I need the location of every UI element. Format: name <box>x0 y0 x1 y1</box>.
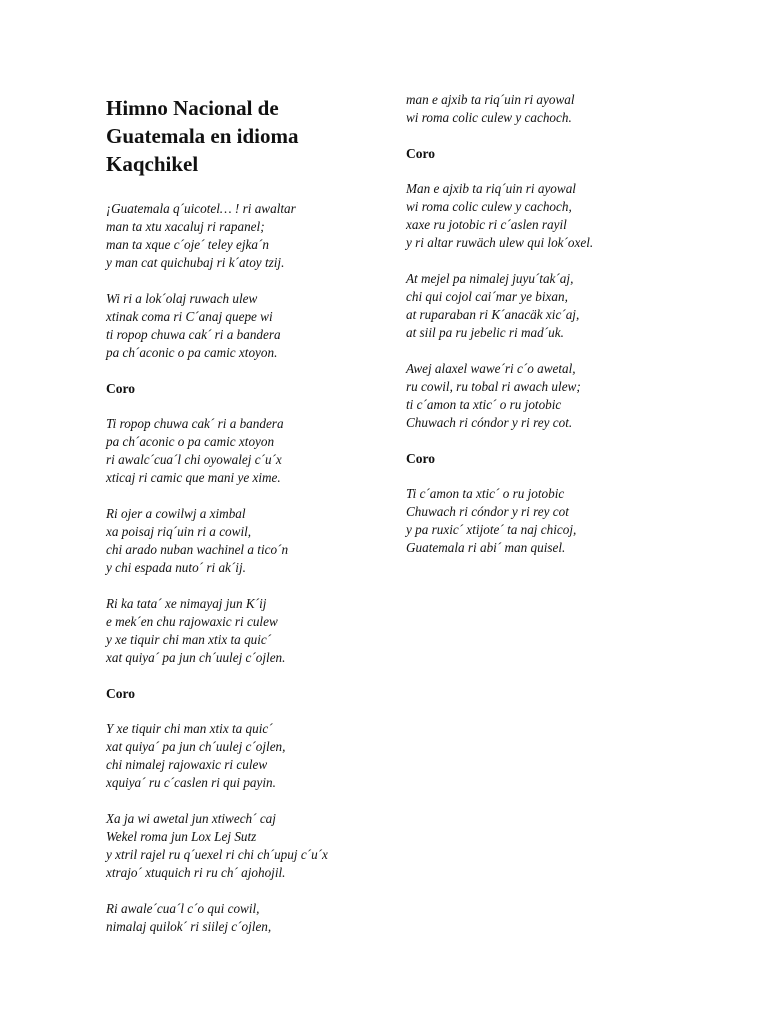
right-column <box>406 91 736 575</box>
verse-line: xtinak coma ri C´anaj quepe wi <box>106 309 273 324</box>
verse-line: ru cowil, ru tobal ri awach ulew; <box>406 379 581 394</box>
verse-line: Wekel roma jun Lox Lej Sutz <box>106 829 257 844</box>
verse-line: pa ch´aconic o pa camic xtoyon <box>106 434 275 449</box>
stanza <box>106 900 386 936</box>
verse-line: Man e ajxib ta riq´uin ri ayowal <box>406 181 576 196</box>
verse-line: Chuwach ri cóndor y ri rey cot. <box>406 415 573 430</box>
verse-line: Ri ka tata´ xe nimayaj jun K´ij <box>106 596 267 611</box>
left-column <box>106 94 386 954</box>
verse-line: Guatemala ri abi´ man quisel. <box>406 540 566 555</box>
stanza <box>106 505 386 577</box>
verse-line: man e ajxib ta riq´uin ri ayowal <box>406 92 575 107</box>
verse-line: pa ch´aconic o pa camic xtoyon. <box>106 345 278 360</box>
verse-line: y ri altar ruwäch ulew qui lok´oxel. <box>406 235 594 250</box>
verse-line: y xtril rajel ru q´uexel ri chi ch´upuj c´u´x <box>106 847 328 862</box>
verse-line: Xa ja wi awetal jun xtiwech´ caj <box>106 811 276 826</box>
verse-line: xat quiya´ pa jun ch´uulej c´ojlen. <box>106 650 286 665</box>
verse-line: xaxe ru jotobic ri c´aslen rayil <box>406 217 567 232</box>
verse-line: Chuwach ri cóndor y ri rey cot <box>406 504 569 519</box>
stanza <box>406 91 736 127</box>
verse-line: at siil pa ru jebelic ri mad´uk. <box>406 325 564 340</box>
verse-line: ti c´amon ta xtic´ o ru jotobic <box>406 397 562 412</box>
verse-line: chi arado nuban wachinel a tico´n <box>106 542 289 557</box>
right-stanzas <box>406 91 736 557</box>
stanza <box>106 595 386 667</box>
verse-line: Ti ropop chuwa cak´ ri a bandera <box>106 416 284 431</box>
verse-line: At mejel pa nimalej juyu´tak´aj, <box>406 271 574 286</box>
stanza <box>406 360 736 432</box>
verse-line: xa poisaj riq´uin ri a cowil, <box>106 524 252 539</box>
verse-line: y pa ruxic´ xtijote´ ta naj chicoj, <box>406 522 577 537</box>
stanza <box>406 180 736 252</box>
verse-line: Y xe tiquir chi man xtix ta quic´ <box>106 721 273 736</box>
verse-line: y chi espada nuto´ ri ak´ij. <box>106 560 246 575</box>
verse-line: y man cat quichubaj ri k´atoy tzij. <box>106 255 285 270</box>
verse-line: xtrajo´ xtuquich ri ru ch´ ajohojil. <box>106 865 286 880</box>
verse-line: chi qui cojol cai´mar ye bixan, <box>406 289 568 304</box>
verse-line: xat quiya´ pa jun ch´uulej c´ojlen, <box>106 739 286 754</box>
verse-line: y xe tiquir chi man xtix ta quic´ <box>106 632 272 647</box>
stanza <box>106 810 386 882</box>
verse-line: ri awalc´cua´l chi oyowalej c´u´x <box>106 452 282 467</box>
verse-line: Awej alaxel wawe´ri c´o awetal, <box>406 361 576 376</box>
verse-line: Wi ri a lok´olaj ruwach ulew <box>106 291 258 306</box>
stanza <box>106 415 386 487</box>
stanza <box>106 200 386 272</box>
verse-line: Ri ojer a cowilwj a ximbal <box>106 506 246 521</box>
title-line: Himno Nacional de <box>106 96 279 120</box>
chorus-heading: Coro <box>106 686 135 701</box>
verse-line: nimalaj quilok´ ri siilej c´ojlen, <box>106 919 272 934</box>
verse-line: chi nimalej rajowaxic ri culew <box>106 757 268 772</box>
verse-line: at ruparaban ri K´anacäk xic´aj, <box>406 307 580 322</box>
verse-line: Ri awale´cua´l c´o qui cowil, <box>106 901 260 916</box>
left-stanzas <box>106 200 386 936</box>
verse-line: xquiya´ ru c´caslen ri qui payin. <box>106 775 276 790</box>
verse-line: ti ropop chuwa cak´ ri a bandera <box>106 327 281 342</box>
verse-line: xticaj ri camic que mani ye xime. <box>106 470 281 485</box>
chorus-heading: Coro <box>406 146 435 161</box>
verse-line: wi roma colic culew y cachoch, <box>406 199 572 214</box>
document-title <box>106 94 386 178</box>
title-line: Guatemala en idioma <box>106 124 299 148</box>
chorus-heading: Coro <box>406 451 435 466</box>
title-line: Kaqchikel <box>106 152 199 176</box>
verse-line: man ta xque c´oje´ teley ejka´n <box>106 237 269 252</box>
stanza <box>106 720 386 792</box>
stanza <box>106 290 386 362</box>
verse-line: e mek´en chu rajowaxic ri culew <box>106 614 278 629</box>
stanza <box>406 485 736 557</box>
verse-line: ¡Guatemala q´uicotel… ! ri awaltar <box>106 201 296 216</box>
verse-line: man ta xtu xacaluj ri rapanel; <box>106 219 265 234</box>
chorus-heading: Coro <box>106 381 135 396</box>
verse-line: wi roma colic culew y cachoch. <box>406 110 572 125</box>
stanza <box>406 270 736 342</box>
verse-line: Ti c´amon ta xtic´ o ru jotobic <box>406 486 565 501</box>
